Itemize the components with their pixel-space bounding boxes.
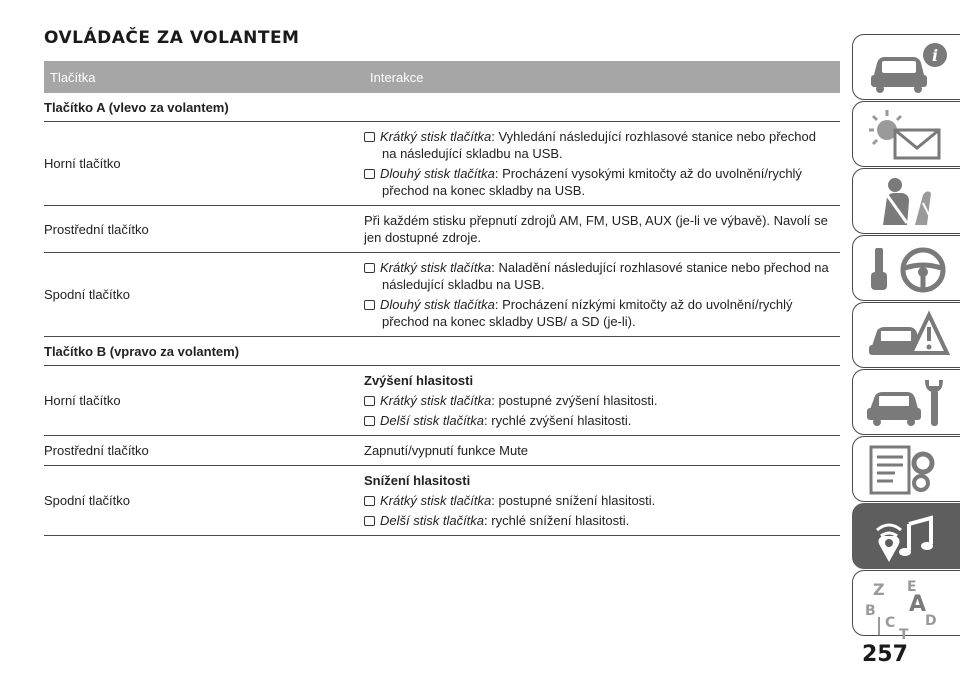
button-name: Prostřední tlačítko bbox=[44, 443, 149, 458]
index-letter: A bbox=[909, 592, 927, 617]
interaction-item bbox=[364, 412, 834, 429]
section-row bbox=[44, 337, 840, 366]
press-type: Delší stisk tlačítka bbox=[380, 513, 485, 528]
checkbox-bullet-icon bbox=[364, 169, 375, 179]
car-maintenance-wrench-icon bbox=[865, 376, 951, 430]
page-number: 257 bbox=[862, 642, 908, 667]
table-header bbox=[44, 61, 840, 93]
press-type: Krátký stisk tlačítka bbox=[380, 260, 492, 275]
checkbox-bullet-icon bbox=[364, 263, 375, 273]
press-effect: : Procházení nízkými kmitočty až do uvolnění/rychlý přechod na konec skladby USB/ a SD (je-li). bbox=[382, 297, 793, 329]
button-cell bbox=[44, 436, 364, 465]
index-letter: D bbox=[925, 613, 937, 629]
table-row bbox=[44, 206, 840, 253]
page-title: OVLÁDAČE ZA VOLANTEM bbox=[44, 28, 300, 48]
index-letter: C bbox=[885, 615, 896, 631]
press-effect: : rychlé zvýšení hlasitosti. bbox=[484, 413, 632, 428]
index-letter: E bbox=[907, 579, 917, 595]
tab-safety[interactable] bbox=[852, 168, 960, 234]
press-effect: : postupné zvýšení hlasitosti. bbox=[491, 393, 658, 408]
press-effect: : Procházení vysokými kmitočty až do uvolnění/rychlý přechod na konec skladby na USB. bbox=[382, 166, 802, 198]
checkbox-bullet-icon bbox=[364, 132, 375, 142]
table-row bbox=[44, 366, 840, 436]
button-cell bbox=[44, 366, 364, 435]
alphabetical-index-icon bbox=[865, 577, 951, 639]
header-buttons: Tlačítka bbox=[50, 70, 96, 85]
seatbelt-airbag-icon bbox=[865, 175, 951, 229]
interaction-item bbox=[364, 492, 834, 509]
interaction-item bbox=[364, 392, 834, 409]
section-row bbox=[44, 93, 840, 122]
press-type: Dlouhý stisk tlačítka bbox=[380, 297, 495, 312]
multimedia-music-navigation-icon bbox=[865, 510, 951, 564]
tab-emergency[interactable] bbox=[852, 302, 960, 368]
interaction-cell bbox=[364, 466, 840, 535]
tab-technical-data[interactable] bbox=[852, 436, 960, 502]
svg-text:i: i bbox=[932, 46, 939, 65]
tab-warning-lights[interactable] bbox=[852, 101, 960, 167]
interaction-cell bbox=[364, 253, 840, 336]
table-row bbox=[44, 436, 840, 466]
button-cell bbox=[44, 206, 364, 252]
interaction-item bbox=[364, 259, 834, 293]
controls-table bbox=[44, 61, 840, 536]
interaction-item bbox=[364, 128, 834, 162]
interaction-item bbox=[364, 296, 834, 330]
tab-car-info[interactable] bbox=[852, 34, 960, 100]
interaction-heading: Zvýšení hlasitosti bbox=[364, 373, 474, 388]
press-type: Delší stisk tlačítka bbox=[380, 413, 485, 428]
press-type: Dlouhý stisk tlačítka bbox=[380, 166, 495, 181]
interaction-text: Při každém stisku přepnutí zdrojů AM, FM, USB, AUX (je-li ve výbavě). Navolí se jen dostupné zdroje. bbox=[364, 213, 828, 245]
tab-index[interactable] bbox=[852, 570, 960, 639]
button-name: Spodní tlačítko bbox=[44, 493, 130, 508]
header-interaction: Interakce bbox=[370, 70, 424, 85]
technical-data-gear-icon bbox=[865, 443, 951, 497]
section-title: Tlačítko A (vlevo za volantem) bbox=[44, 100, 229, 115]
interaction-text: Zapnutí/vypnutí funkce Mute bbox=[364, 443, 529, 458]
button-cell bbox=[44, 466, 364, 535]
interaction-cell bbox=[364, 122, 840, 205]
press-type: Krátký stisk tlačítka bbox=[380, 493, 492, 508]
index-letter: T bbox=[899, 627, 909, 639]
index-letter: B bbox=[865, 603, 876, 619]
table-body bbox=[44, 93, 840, 536]
interaction-cell bbox=[364, 206, 840, 252]
tab-starting-driving[interactable] bbox=[852, 235, 960, 301]
key-steering-wheel-icon bbox=[865, 242, 951, 296]
index-letter: Z bbox=[873, 580, 885, 599]
button-name: Spodní tlačítko bbox=[44, 287, 130, 302]
press-effect: : Naladění následující rozhlasové stanice nebo přechod na následující skladbu na USB. bbox=[382, 260, 829, 292]
press-effect: : Vyhledání následující rozhlasové stanice nebo přechod na následující skladbu na USB. bbox=[382, 129, 816, 161]
table-row bbox=[44, 122, 840, 206]
interaction-cell bbox=[364, 366, 840, 435]
press-effect: : rychlé snížení hlasitosti. bbox=[484, 513, 630, 528]
interaction-item bbox=[364, 165, 834, 199]
warning-lights-message-icon bbox=[865, 108, 951, 162]
section-title: Tlačítko B (vpravo za volantem) bbox=[44, 344, 240, 359]
button-cell bbox=[44, 253, 364, 336]
checkbox-bullet-icon bbox=[364, 496, 375, 506]
interaction-item bbox=[364, 512, 834, 529]
button-name: Horní tlačítko bbox=[44, 156, 121, 171]
checkbox-bullet-icon bbox=[364, 396, 375, 406]
interaction-cell bbox=[364, 436, 840, 465]
car-info-icon bbox=[865, 41, 951, 95]
button-name: Prostřední tlačítko bbox=[44, 221, 149, 237]
button-cell bbox=[44, 122, 364, 205]
press-type: Krátký stisk tlačítka bbox=[380, 393, 492, 408]
tab-multimedia[interactable] bbox=[852, 503, 960, 569]
table-row bbox=[44, 253, 840, 337]
button-name: Horní tlačítko bbox=[44, 393, 121, 408]
table-row bbox=[44, 466, 840, 536]
tab-maintenance[interactable] bbox=[852, 369, 960, 435]
press-effect: : postupné snížení hlasitosti. bbox=[491, 493, 656, 508]
press-type: Krátký stisk tlačítka bbox=[380, 129, 492, 144]
checkbox-bullet-icon bbox=[364, 300, 375, 310]
checkbox-bullet-icon bbox=[364, 516, 375, 526]
interaction-heading: Snížení hlasitosti bbox=[364, 473, 471, 488]
breakdown-warning-triangle-icon bbox=[865, 309, 951, 363]
checkbox-bullet-icon bbox=[364, 416, 375, 426]
